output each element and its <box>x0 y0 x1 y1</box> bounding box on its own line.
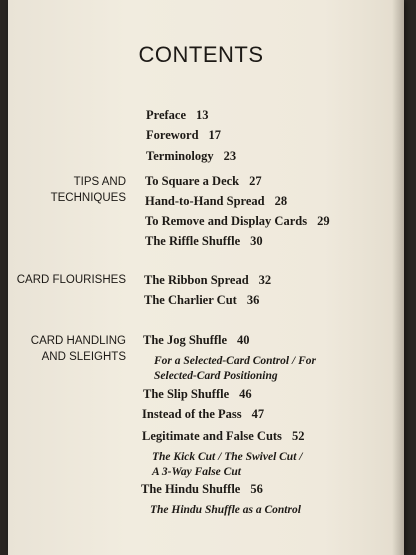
toc-entry <box>145 214 330 229</box>
entry-page: 17 <box>208 128 222 142</box>
entry-page: 27 <box>249 174 262 188</box>
entry-label: The Charlier Cut <box>144 293 237 307</box>
toc-entry <box>146 149 236 164</box>
toc-subentry <box>150 503 301 518</box>
toc-entry <box>144 293 259 308</box>
section-line: AND SLEIGHTS <box>41 351 126 363</box>
toc-entry <box>142 407 264 422</box>
entry-label: Terminology <box>146 149 214 163</box>
entry-label: Foreword <box>146 128 199 142</box>
toc-entry <box>144 273 271 288</box>
entry-page: 40 <box>237 333 250 347</box>
entry-page: 29 <box>317 214 330 228</box>
toc-subentry <box>152 450 302 480</box>
entry-page: 56 <box>250 482 263 496</box>
entry-label: The Slip Shuffle <box>143 387 230 401</box>
entry-label: The Riffle Shuffle <box>145 234 241 248</box>
page-title: CONTENTS <box>138 42 264 67</box>
toc-entry <box>142 429 304 444</box>
entry-page: 36 <box>246 293 260 307</box>
page-edge-shadow <box>392 0 404 555</box>
entry-label: To Square a Deck <box>145 174 240 188</box>
subentry-line: The Hindu Shuffle as a Control <box>150 504 301 516</box>
subentry-line: The Kick Cut / The Swivel Cut / <box>152 451 303 463</box>
toc-entry <box>145 194 287 209</box>
section-card-handling <box>31 333 126 365</box>
entry-page: 23 <box>223 149 237 163</box>
entry-page: 28 <box>274 194 288 208</box>
entry-page: 32 <box>258 273 272 287</box>
entry-page: 30 <box>250 234 263 248</box>
entry-label: Preface <box>146 108 187 122</box>
subentry-line: A 3-Way False Cut <box>152 466 241 478</box>
section-line: TECHNIQUES <box>50 192 126 204</box>
section-card-flourishes <box>17 272 126 288</box>
toc-entry <box>141 482 263 497</box>
entry-label: Hand-to-Hand Spread <box>145 194 265 208</box>
subentry-line: Selected-Card Positioning <box>154 370 278 382</box>
toc-entry <box>143 387 252 402</box>
toc-entry <box>145 234 263 249</box>
section-line: TIPS AND <box>73 176 126 188</box>
entry-label: Legitimate and False Cuts <box>142 429 282 443</box>
toc-entry <box>146 108 209 123</box>
entry-page: 13 <box>196 108 209 122</box>
entry-page: 52 <box>291 429 305 443</box>
toc-entry <box>143 333 250 348</box>
toc-entry <box>145 174 262 189</box>
entry-label: The Ribbon Spread <box>144 273 249 287</box>
toc-subentry <box>154 354 316 384</box>
entry-label: Instead of the Pass <box>142 407 242 421</box>
section-line: CARD FLOURISHES <box>16 274 126 286</box>
book-page <box>8 0 404 555</box>
subentry-line: For a Selected-Card Control / For <box>154 355 316 367</box>
toc-entry <box>146 128 221 143</box>
entry-label: The Hindu Shuffle <box>141 482 241 496</box>
entry-label: To Remove and Display Cards <box>145 214 308 228</box>
entry-label: The Jog Shuffle <box>143 333 228 347</box>
section-line: CARD HANDLING <box>30 335 126 347</box>
entry-page: 47 <box>251 407 265 421</box>
section-tips-and-techniques <box>51 174 126 206</box>
entry-page: 46 <box>239 387 252 401</box>
